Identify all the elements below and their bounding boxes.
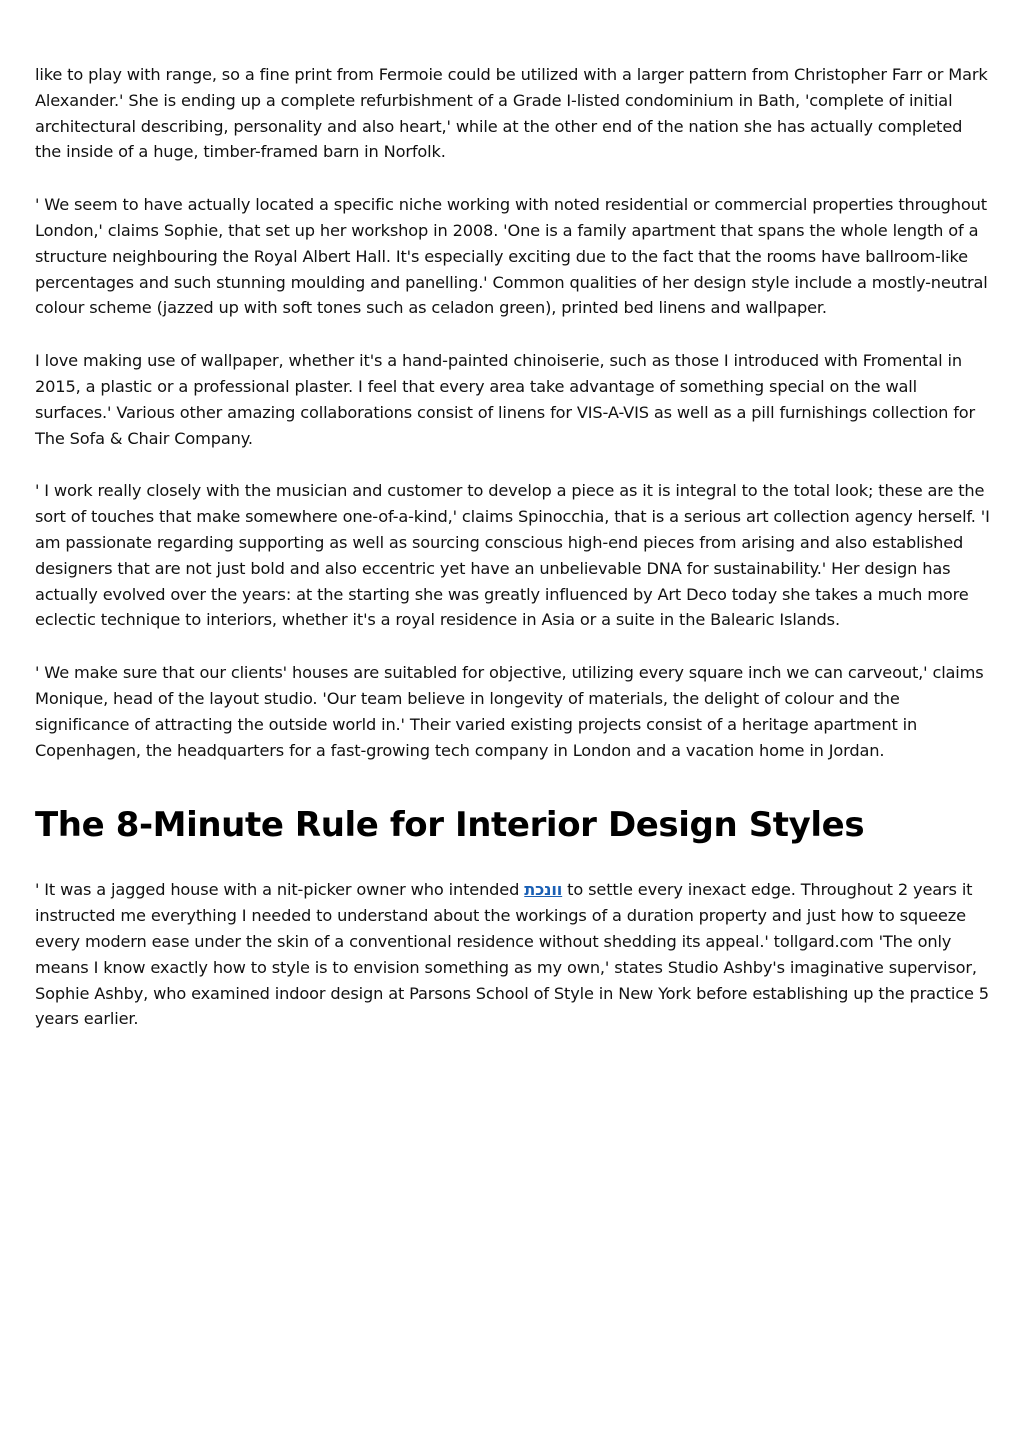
paragraph-2: ' We seem to have actually located a specific niche working with noted residential or commercial properties throughout London,' claims Sophie, that set up her workshop in 2008. 'One is a family apartment that spans the whole length of a structure neighbouring the Royal Albert Hall. It's especially exciting due to the fact that the rooms have ballroom-like percentages and such stunning moulding and panelling.' Common qualities of her design style include a mostly-neutral colour scheme (jazzed up with soft tones such as celadon green), printed bed linens and wallpaper. xyxy=(35,195,988,318)
paragraph-5: ' We make sure that our clients' houses are suitabled for objective, utilizing every square inch we can carveout,' claims Monique, head of the layout studio. 'Our team believe in longevity of materials, the delight of colour and the significance of attracting the outside world in.' Their varied existing projects consist of a heritage apartment in Copenhagen, the headquarters for a fast-growing tech company in London and a vacation home in Jordan. xyxy=(35,663,984,760)
paragraph-4: ' I work really closely with the musician and customer to develop a piece as it is integral to the total look; these are the sort of touches that make somewhere one-of-a-kind,' claims Spinocchia, that is a serious art collection agency herself. 'I am passionate regarding supporting as well as sourcing conscious high-end pieces from arising and also established designers that are not just bold and also eccentric yet have an unbelievable DNA for sustainability.' Her design has actually evolved over the years: at the starting she was greatly influenced by Art Deco today she takes a much more eclectic technique to interiors, whether it's a royal residence in Asia or a suite in the Balearic Islands. xyxy=(35,481,990,630)
article-body xyxy=(35,62,991,1059)
paragraph-6-text-start: ' It was a jagged house with a nit-picker owner who intended xyxy=(35,880,525,900)
inline-link[interactable]: וונכת xyxy=(524,880,563,900)
section-heading: The 8-Minute Rule for Interior Design Styles xyxy=(35,805,865,846)
paragraph-3: I love making use of wallpaper, whether it's a hand-painted chinoiserie, such as those I introduced with Fromental in 2015, a plastic or a professional plaster. I feel that every area take advantage of something special on the wall surfaces.' Various other amazing collaborations consist of linens for VIS-A-VIS as well as a pill furnishings collection for The Sofa & Chair Company. xyxy=(35,351,976,448)
paragraph-6-text-end: to settle every inexact edge. Throughout 2 years it instructed me everything I needed to understand about the workings of a duration property and just how to squeeze every modern ease under the skin of a conventional residence without shedding its appeal.' tollgard.com 'The only means I know exactly how to style is to envision something as my own,' states Studio Ashby's imaginative supervisor, Sophie Ashby, who examined indoor design at Parsons School of Style in New York before establishing up the practice 5 years earlier. xyxy=(35,880,989,1029)
paragraph-1: like to play with range, so a fine print from Fermoie could be utilized with a larger pattern from Christopher Farr or Mark Alexander.' She is ending up a complete refurbishment of a Grade I-listed condominium in Bath, 'complete of initial architectural describing, personality and also heart,' while at the other end of the nation she has actually completed the inside of a huge, timber-framed barn in Norfolk. xyxy=(35,65,988,162)
paragraph-6 xyxy=(35,877,991,1032)
